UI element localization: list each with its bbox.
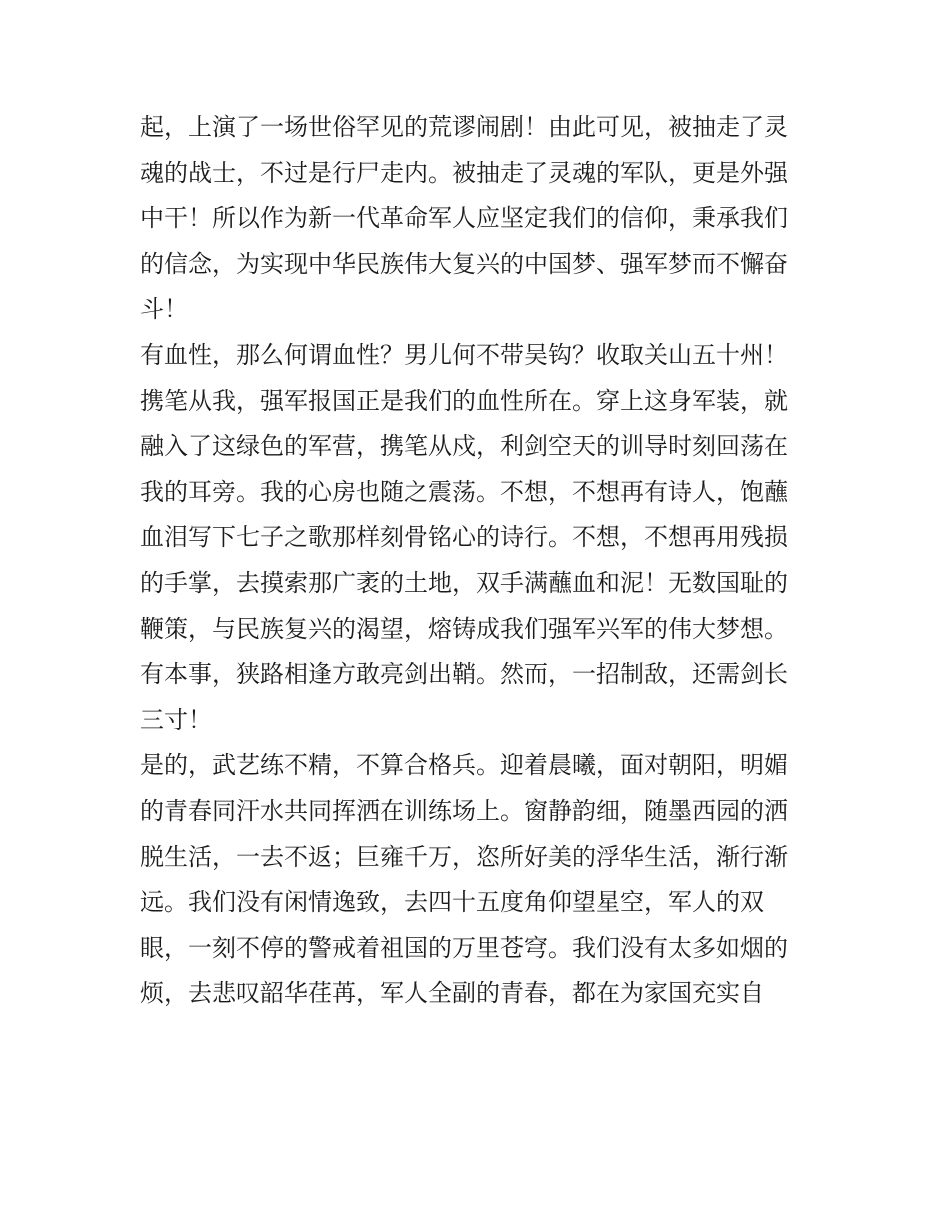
document-body (140, 105, 812, 1017)
text-line: 是的，武艺练不精，不算合格兵。迎着晨曦，面对朝阳，明媚 (140, 751, 788, 780)
text-line: 有血性，那么何谓血性？男儿何不带吴钩？收取关山五十州！ (140, 340, 788, 369)
text-line: 携笔从我，强军报国正是我们的血性所在。穿上这身军装，就 (140, 386, 788, 415)
text-line: 的手掌，去摸索那广袤的土地，双手满蘸血和泥！无数国耻的 (140, 568, 788, 597)
text-line: 三寸！ (140, 705, 212, 734)
text-line: 的青春同汗水共同挥洒在训练场上。窗静韵细，随墨西园的洒 (140, 796, 788, 825)
text-line: 脱生活，一去不返；巨雍千万，恣所好美的浮华生活，渐行渐 (140, 842, 788, 871)
text-line: 鞭策，与民族复兴的渴望，熔铸成我们强军兴军的伟大梦想。 (140, 614, 788, 643)
text-line: 眼，一刻不停的警戒着祖国的万里苍穹。我们没有太多如烟的 (140, 933, 788, 962)
text-line: 斗！ (140, 295, 188, 324)
text-line: 中干！所以作为新一代革命军人应坚定我们的信仰，秉承我们 (140, 204, 788, 233)
text-line: 起，上演了一场世俗罕见的荒谬闹剧！由此可见，被抽走了灵 (140, 113, 788, 141)
text-line: 有本事，狭路相逢方敢亮剑出鞘。然而，一招制敌，还需剑长 (140, 660, 788, 689)
text-line: 我的耳旁。我的心房也随之震荡。不想，不想再有诗人，饱蘸 (140, 477, 788, 506)
text-line: 远。我们没有闲情逸致，去四十五度角仰望星空，军人的双 (140, 888, 764, 917)
text-line: 融入了这绿色的军营，携笔从戍，利剑空天的训导时刻回荡在 (140, 432, 788, 461)
text-line: 的信念，为实现中华民族伟大复兴的中国梦、强军梦而不懈奋 (140, 249, 788, 278)
text-line: 魂的战士，不过是行尸走内。被抽走了灵魂的军队，更是外强 (140, 158, 788, 187)
text-line: 血泪写下七子之歌那样刻骨铭心的诗行。不想，不想再用残损 (140, 523, 788, 552)
text-line: 烦，去悲叹韶华荏苒，军人全副的青春，都在为家国充实自 (140, 979, 764, 1008)
